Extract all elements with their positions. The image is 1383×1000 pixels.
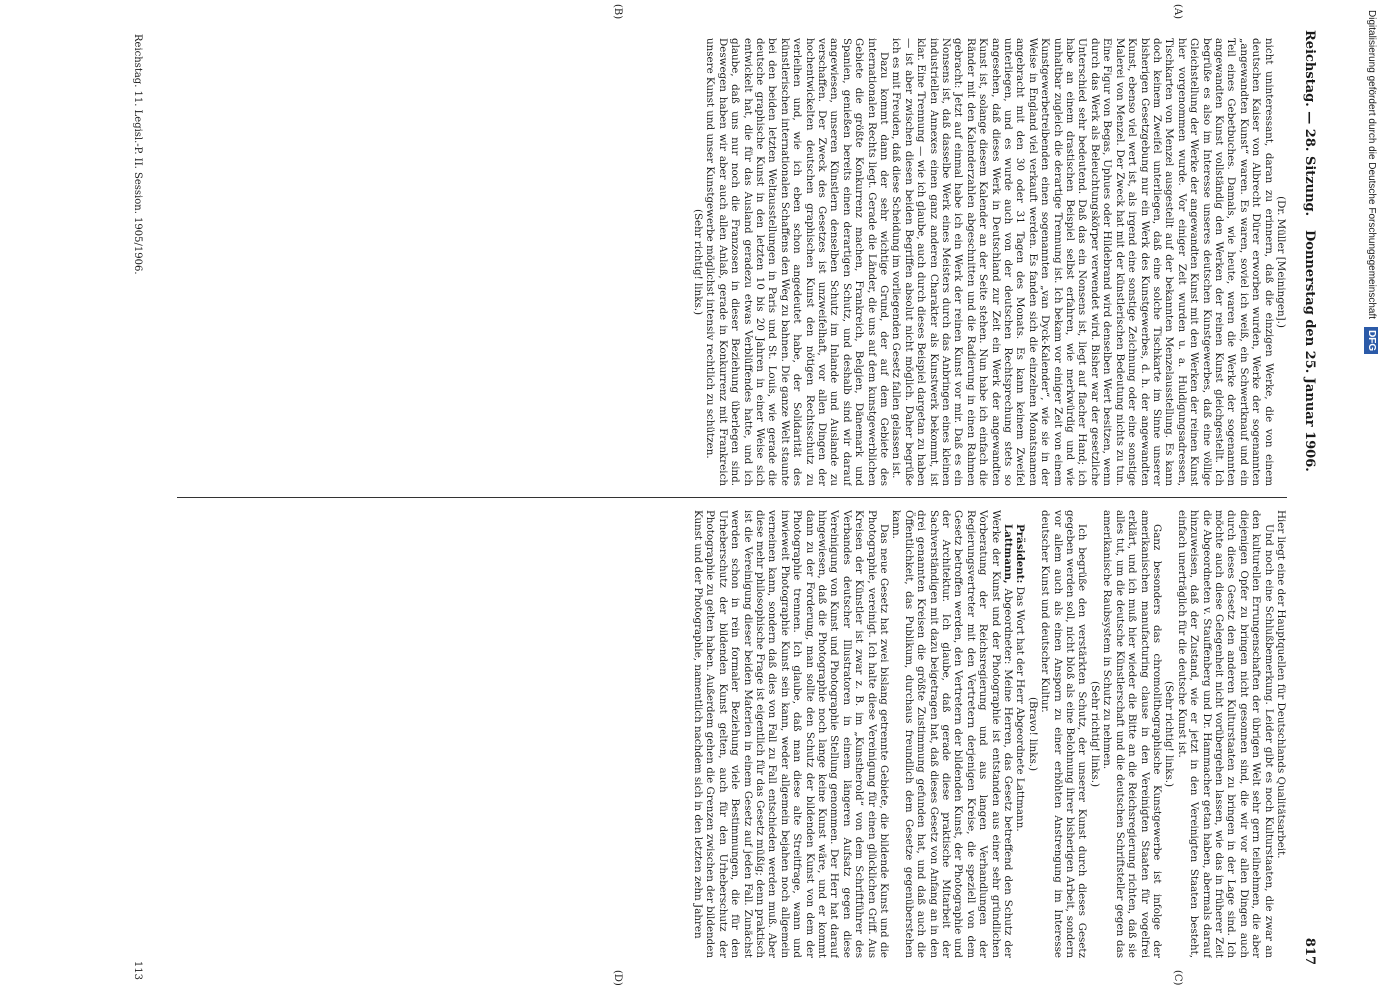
margin-mark-d: (D) [612,970,623,986]
right-column [167,510,1287,958]
page-header [1297,30,1321,965]
page-footer: Reichstag. 11. Legisl.-P. II. Session. 1905/1906. [132,34,143,275]
president-text: Das Wort hat der Herr Abgeordnete Lattmann. [1014,586,1027,832]
remark: (Bravo! links.) [1026,696,1039,772]
paragraph: Ich begrüße den verstärkten Schutz, der unserer Kunst durch dieses Gesetz gegeben werden soll, nicht bloß als eine Belohnung ihrer bisherigen Arbeit, sondern vor allem auch als einen Ansporn zu einer erhöhten Anstrengung im Interesse deutscher Kunst und deutscher Kultur. [1039,510,1089,958]
footer-page-number: 113 [132,960,143,980]
speaker-line: (Dr. Müller [Meiningen].) [1275,196,1287,328]
margin-mark-a: (A) [1172,4,1183,20]
lattmann-statement [890,510,1014,958]
digitization-note-text: Digitalisierung gefördert durch die Deutsche Forschungsgemeinschaft [1366,10,1377,320]
margin-mark-c: (C) [1172,970,1183,986]
lattmann-label: Lattmann, [1002,524,1015,584]
paragraph: Hier liegt eine der Hauptquellen für Deutschlands Qualitätsarbeit. [1275,510,1287,859]
president-statement [1014,510,1026,958]
closing-remark: (Sehr richtig! links.) [691,208,704,316]
paragraph: Und noch eine Schlußbemerkung. Leider gibt es noch Kulturstaaten, die zwar an den kulturellen Errungenschaften der übrigen Welt sehr gern teilnehmen, die aber diejenigen Opfer zu bringen nicht gesonnen sind, die wir vor allen Dingen auch durch dieses Gesetz den anderen Kulturstaaten zu bringen in der Lage sind. Ich möchte auch diese Gelegenheit nicht vorübergehen lassen, wie das in früherer Zeit die Abgeordneten v. Stauffenberg und Dr. Hammacher getan haben, abermals darauf hinzuweisen, daß der Zustand, wie er jetzt in den Vereinigten Staaten besteht, einfach unerträglich für die deutsche Kunst ist. [1175,510,1275,958]
paragraph: nicht uninteressant, daran zu erinnern, daß die einzigen Werke, die von einem deutschen Kaiser von Albrecht Dürer erworben wurden, Werke der sogenannten „angewandten Kunst“ waren. Es waren, soviel ich weiß, ein Schwertknauf und ein Teil eines Gebetbuches. Damals, wie heute, waren die Werke der sogenannten angewandten Kunst vollständig den Werken der reinen Kunst gleichgestellt. Ich begrüße es also im Interesse unseres deutschen Kunstgewerbes, daß eine völlige Gleichstellung der Werke der angewandten Kunst mit den Werken der reinen Kunst hier vorgenommen wurde. Vor einiger Zeit wurden u. a. Huldigungsadressen, Tischkarten von Menzel ausgestellt auf der bekannten Menzelausstellung. Es kann doch keinem Zweifel unterliegen, daß eine solche Tischkarte im Sinne unserer bisherigen Gesetzgebung nur ein Werk des Kunstgewerbes, d. h. der angewandten Kunst, ebenso viel wert ist, als irgend eine sonstige Zeichnung oder eine sonstige Malerei von Menzel. Der Zweck hat mit der künstlerischen Bedeutung nichts zu tun. Eine Figur von Begas, Uphues oder Hildebrand wird denselben Wert besitzen, wenn durch das Werk als Beleuchtungskörper verwendet wird. Bisher war der gesetzliche Unterschied sehr bedeutend. Daß das ein Nonsens ist, liegt auf flacher Hand; ich habe an einem drastischen Beispiel selbst erfahren, wie merkwürdig und wie unhaltbar zugleich die derartige Trennung ist. Ich bekam vor einiger Zeit von einem Kunstgewerbetreibenden einen sogenannten „van Dyck-Kalender“, wie sie in der Weise in England viel verkauft werden. Es fanden sich die einzelnen Monatsnamen angebracht mit den 30 oder 31 Tagen des Monats. Es kann keinem Zweifel unterliegen, und es wurde auch von der deutschen Rechtsprechung stets so angesehen, daß dieses Werk in Deutschland zur Zeit ein Werk der angewandten Kunst ist, solange diesem Kalender an der Seite stehen. Nun habe ich einfach die Ränder mit den Kalenderzahlen abgeschnitten und die Radierung in einen Rahmen gebracht: Jetzt auf einmal habe ich ein Werk der reinen Kunst vor mir. Daß es ein Nonsens ist, daß dasselbe Werk eines Meisters durch das Anbringen eines kleinen industriellen Annexes einen ganz anderen Charakter als Kunstwerk bekommt, ist klar. Eine Trennung — wie ich glaube, auch durch dieses Beispiel dargetan zu haben — ist aber zwischen diesen beiden Begriffen absolut nicht möglich. Daher begrüße ich es mit Freuden, daß diese Scheidung im vorliegenden Gesetz fallen gelassen ist. [890,38,1275,486]
lattmann-text: Abgeordneter: Meine Herren, das Gesetz betreffend den Schutz der Werke der Kunst und der Photographie ist entstanden aus einer sehr gründlichen Vorberatung der Reichsregierung und aus langen Verhandlungen der Regierungsvertreter mit den Vertretern derjenigen Kreise, die speziell von dem Gesetz betroffen werden, den Vertretern der bildenden Kunst, der Photographie und der Architektur. Ich glaube, daß gerade diese praktische Mitarbeit der Sachverständigen mit dazu beigetragen hat, daß dieses Gesetz von Anfang an in den drei genannten Kreisen die größte Zustimmung gefunden hat, und daß auch die Öffentlichkeit, das Publikum, durchaus freundlich dem Gesetze gegenüberstehen kann. [890,510,1015,958]
remark: (Sehr richtig! links.) [1163,680,1176,788]
column-divider [177,497,1287,498]
dfg-logo: DFG [1364,327,1378,354]
header-session: Reichstag. — 28. Sitzung. [1302,30,1317,217]
paragraph: Dazu kommt dann der sehr wichtige Grund, der auf dem Gebiete des internationalen Rechts liegt. Gerade die Länder, die uns auf dem kunstgewerblichen Gebiete die größte Konkurrenz machen, Frankreich, Belgien, Dänemark und Spanien, genießen bereits einen derartigen Schutz, und deshalb sind wir darauf angewiesen, unseren Künstlern denselben Schutz im Inlande und Auslande zu verschaffen. Der Zweck des Gesetzes ist unzweifelhaft, vor allen Dingen der hochentwickelten deutschen graphischen Kunst den nötigen Rechtsschutz zu verleihen und, wie ich eben schon angedeutet habe, der Solidarität des künstlerischen internationalen Schaffens den Weg zu bahnen. Die ganze Welt staunte bei den beiden letzten Weltausstellungen in Paris und St. Louis, wie gerade die deutsche graphische Kunst in den letzten 10 bis 20 Jahren in einer Weise sich entwickelt hat, die für das Ausland geradezu etwas Verblüffendes hatte, und ich glaube, daß uns nur noch die Franzosen in dieser Beziehung überlegen sind. Deswegen haben wir aber auch allen Anlaß, gerade in Konkurrenz mit Frankreich unsere Kunst und unser Kunstgewerbe möglichst intensiv rechtlich zu schützen. [704,38,890,486]
remark: (Sehr richtig! links.) [1088,680,1101,788]
left-column [167,38,1287,486]
digitization-note [1359,10,1383,1000]
paragraph: Ganz besonders das chromolithographische Kunstgewerbe ist infolge der amerikanischen manufacturing clause in den Vereinigten Staaten für vogelfrei erklärt, und ich muß hier wieder die Bitte an die Reichsregierung richten, daß sie alles tut, um die deutsche Künstlerschaft und die deutschen Schriftsteller gegen das amerikanische Raubsystem in Schutz zu nehmen. [1101,510,1163,958]
header-page-number: 817 [1302,937,1317,965]
president-label: Präsident: [1014,524,1027,584]
margin-mark-b: (B) [612,4,623,20]
paragraph: Das neue Gesetz hat zwei bislang getrennte Gebiete, die bildende Kunst und die Photographie, vereinigt. Ich halte diese Vereinigung für einen glücklichen Griff. Aus Kreisen der Künstler ist zwar z. B. im „Kunstherold“ von dem Schriftführer des Verbandes deutscher Illustratoren in einem längeren Aufsatz gegen diese Vereinigung von Kunst und Photographie Stellung genommen. Der Herr hat darauf hingewiesen, daß die Photographie noch lange keine Kunst wäre, und er kommt dann zu der Forderung, man sollte den Schutz der bildenden Kunst von dem der Photographie trennen. Ich glaube, daß man diese alte Streitfrage, wann und inwieweit Photographie Kunst sein kann, weder allgemein bejahen noch allgemein verneinen kann, sondern daß dies von Fall zu Fall entschieden werden muß. Aber diese mehr philosophische Frage ist eigentlich für das Gesetz müßig; denn praktisch ist die Vereinigung dieser beiden Materien in einem Gesetz auf jeden Fall. Zunächst werden schon in rein formaler Beziehung viele Bestimmungen, die für den Urheberschutz der bildenden Kunst gelten, auch für den Urheberschutz der Photographie zu gelten haben. Außerdem gehen die Grenzen zwischen der bildenden Kunst und der Photographie, namentlich nachdem sich in den letzten zehn Jahren [691,510,890,958]
header-date: Donnerstag den 25. Januar 1906. [1302,230,1317,472]
